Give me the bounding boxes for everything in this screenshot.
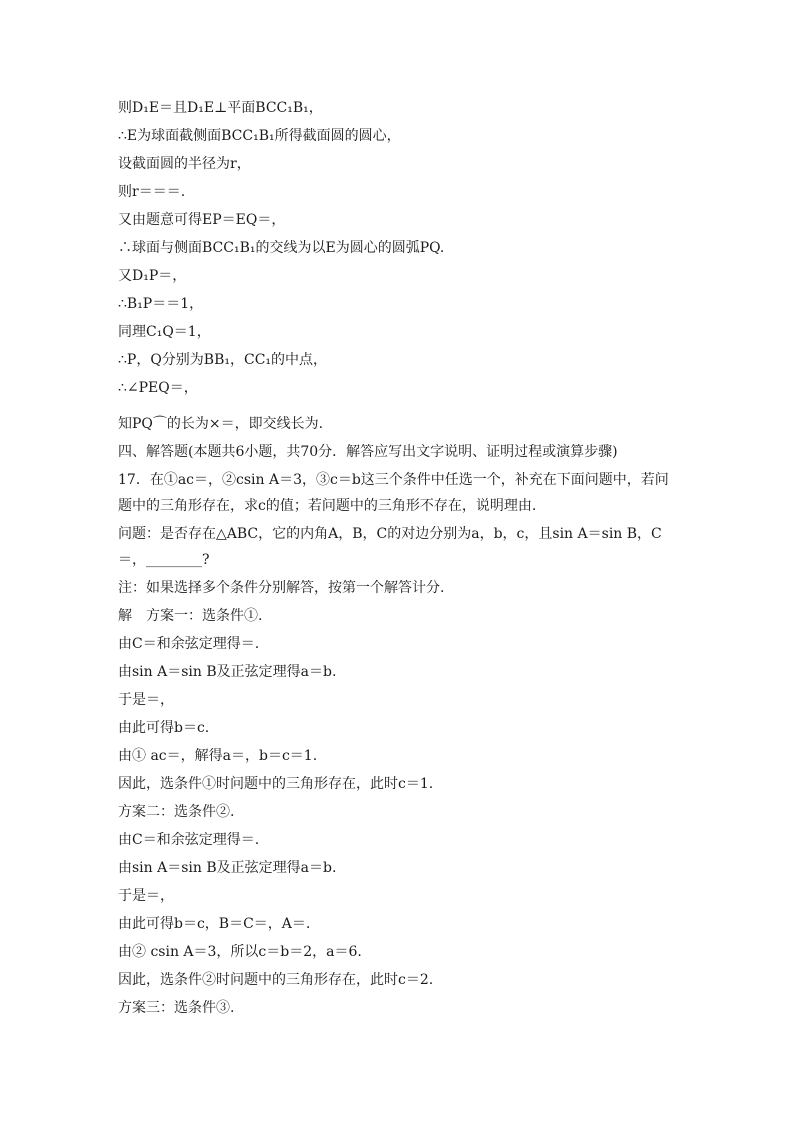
text-line: ∴球面与侧面BCC₁B₁的交线为以E为圆心的圆弧PQ. bbox=[118, 240, 445, 256]
text-line: 因此，选条件①时问题中的三角形存在，此时c＝1. bbox=[118, 776, 434, 792]
text-line: 则D₁E＝且D₁E⊥平面BCC₁B₁， bbox=[118, 100, 323, 116]
text-line: 由此可得b＝c. bbox=[118, 720, 210, 736]
text-line: ∴B₁P＝＝1， bbox=[118, 296, 204, 312]
solution-heading: 方案二：选条件②. bbox=[118, 804, 235, 820]
solution-heading: 方案三：选条件③. bbox=[118, 1000, 235, 1016]
text-line: 由① ac＝，解得a＝，b＝c＝1. bbox=[118, 748, 318, 764]
question-text: ＝，________? bbox=[118, 552, 210, 568]
text-line: ∴E为球面截侧面BCC₁B₁所得截面圆的圆心， bbox=[118, 128, 401, 144]
text-line: 由② csin A＝3，所以c＝b＝2，a＝6. bbox=[118, 944, 362, 960]
question-text: 17．在①ac＝，②csin A＝3，③c＝b这三个条件中任选一个，补充在下面问题中，若问 bbox=[118, 472, 669, 488]
text-line: ∴∠PEQ＝， bbox=[118, 380, 198, 396]
text-line: ∴P，Q分别为BB₁，CC₁的中点， bbox=[118, 352, 328, 368]
question-text: 问题：是否存在△ABC，它的内角A，B，C的对边分别为a，b，c，且sin A＝sin B，C bbox=[118, 526, 662, 542]
question-text: 题中的三角形存在，求c的值；若问题中的三角形不存在，说明理由. bbox=[118, 498, 537, 514]
solution-heading: 解 方案一：选条件①. bbox=[118, 608, 263, 624]
text-line: 由此可得b＝c，B＝C＝，A＝. bbox=[118, 916, 311, 932]
text-line: 于是＝， bbox=[118, 888, 174, 904]
text-line: 由C＝和余弦定理得＝. bbox=[118, 636, 260, 652]
text-line: 由sin A＝sin B及正弦定理得a＝b. bbox=[118, 664, 337, 680]
text-line: 于是＝， bbox=[118, 692, 174, 708]
text-line: 由sin A＝sin B及正弦定理得a＝b. bbox=[118, 860, 337, 876]
text-line: 又由题意可得EP＝EQ＝， bbox=[118, 212, 286, 228]
text-line: 设截面圆的半径为r， bbox=[118, 156, 251, 172]
text-line: 知PQ⌒的长为×＝，即交线长为. bbox=[118, 416, 324, 432]
note-text: 注：如果选择多个条件分别解答，按第一个解答计分. bbox=[118, 580, 445, 596]
text-line: 则r＝＝＝. bbox=[118, 184, 186, 200]
text-line: 又D₁P＝， bbox=[118, 268, 187, 284]
text-line: 同理C₁Q＝1， bbox=[118, 324, 211, 340]
section-heading: 四、解答题(本题共6小题，共70分．解答应写出文字说明、证明过程或演算步骤) bbox=[118, 444, 618, 460]
text-line: 因此，选条件②时问题中的三角形存在，此时c＝2. bbox=[118, 972, 434, 988]
text-line: 由C＝和余弦定理得＝. bbox=[118, 832, 260, 848]
